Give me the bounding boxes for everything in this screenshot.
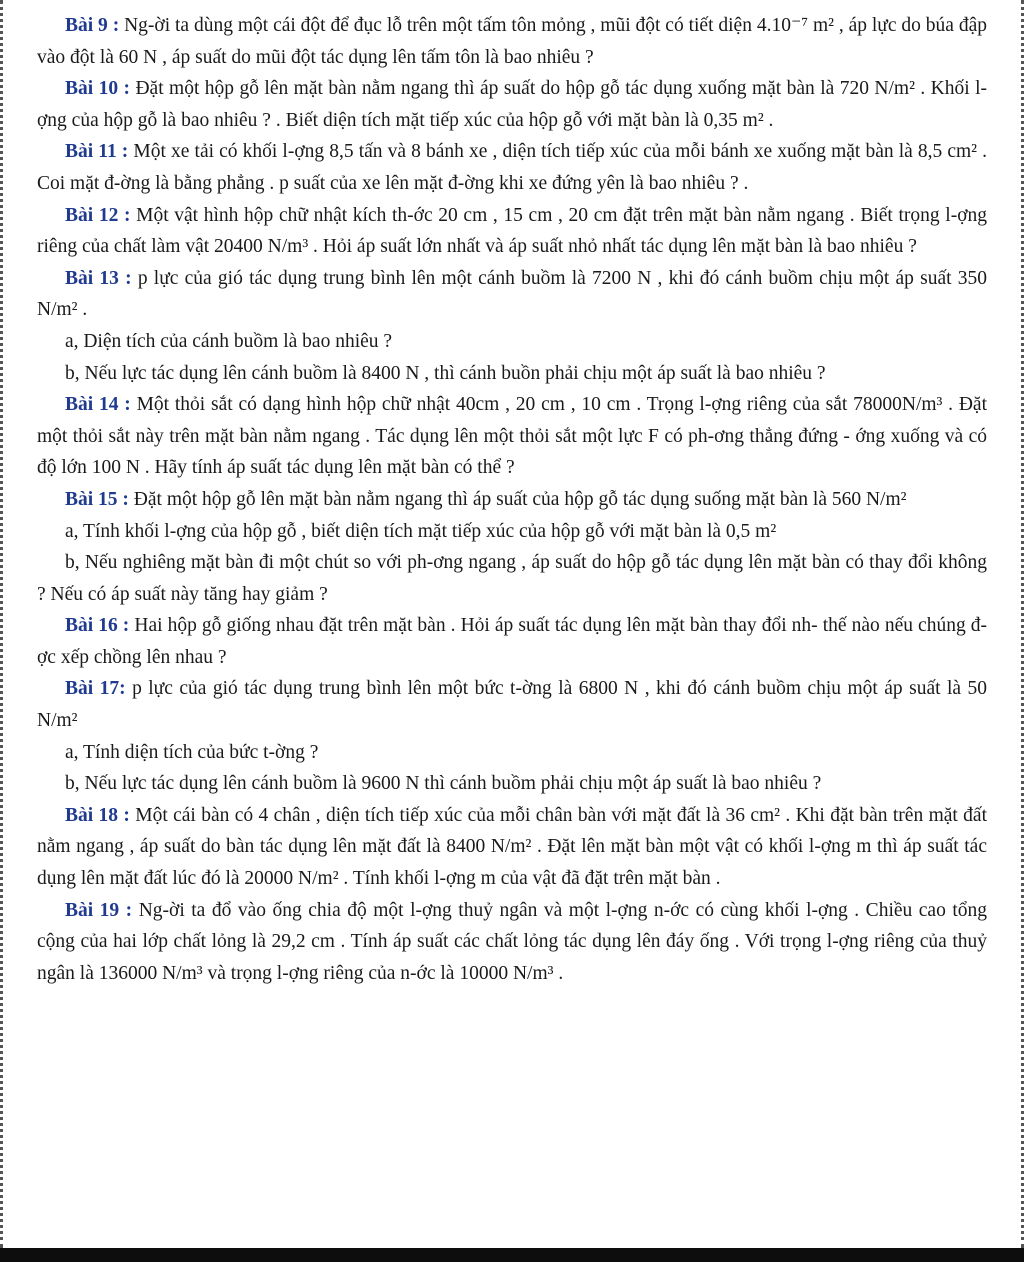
- problem-11-label: Bài 11 :: [65, 141, 129, 163]
- problem-9-text: Ng-ời ta dùng một cái đột để đục lỗ trên một tấm tôn mỏng , mũi đột có tiết diện 4.10⁻⁷ m² , áp lực do búa đập vào đột là 60 N , áp suất do mũi đột tác dụng lên tấm tôn là bao nhiêu ?: [37, 15, 987, 68]
- problem-18: [37, 800, 987, 895]
- problem-13-paragraph: [37, 263, 987, 326]
- problem-14-label: Bài 14 :: [65, 394, 131, 416]
- problem-9: [37, 10, 987, 73]
- problem-19-text: Ng-ời ta đổ vào ống chia độ một l-ợng thuỷ ngân và một l-ợng n-ớc có cùng khối l-ợng . Chiều cao tổng cộng của hai lớp chất lỏng là 29,2 cm . Tính áp suất các chất lỏng tác dụng lên đáy ống . Với trọng l-ợng riêng của thuỷ ngân là 136000 N/m³ và trọng l-ợng riêng của n-ớc là 10000 N/m³ .: [37, 899, 988, 984]
- problem-11-paragraph: [37, 136, 987, 199]
- problem-13-label: Bài 13 :: [65, 267, 132, 289]
- problem-9-label: Bài 9 :: [65, 15, 120, 36]
- problem-16-text: Hai hộp gỗ giống nhau đặt trên mặt bàn . Hỏi áp suất tác dụng lên mặt bàn thay đổi nh- thế nào nếu chúng đ-ợc xếp chồng lên nhau ?: [37, 615, 988, 668]
- problem-14-text: Một thỏi sắt có dạng hình hộp chữ nhật 40cm , 20 cm , 10 cm . Trọng l-ợng riêng của sắt 78000N/m³ . Đặt một thỏi sắt này trên mặt bàn nằm ngang . Tác dụng lên một thỏi sắt một lực F có ph-ơng thẳng đứng - ớng xuống và có độ lớn 100 N . Hãy tính áp suất tác dụng lên mặt bàn có thể ?: [37, 394, 987, 479]
- problem-17: [37, 673, 987, 799]
- problem-12-label: Bài 12 :: [65, 204, 131, 226]
- problem-19-label: Bài 19 :: [65, 899, 133, 921]
- problem-18-paragraph: [37, 800, 987, 895]
- problem-13: [37, 263, 987, 389]
- problem-15: [37, 484, 987, 610]
- problem-17-part-a: a, Tính diện tích của bức t-ờng ?: [65, 741, 319, 763]
- problem-9-paragraph: [37, 10, 987, 73]
- problem-16-paragraph: [37, 610, 987, 673]
- problem-15-part-b: b, Nếu nghiêng mặt bàn đi một chút so với ph-ơng ngang , áp suất do hộp gỗ tác dụng lên mặt bàn có thay đổi không ? Nếu có áp suất này tăng hay giảm ?: [37, 552, 987, 605]
- problem-18-text: Một cái bàn có 4 chân , diện tích tiếp xúc của mỗi chân bàn với mặt đất là 36 cm² . Khi đặt bàn trên mặt đất nằm ngang , áp suất do bàn tác dụng lên mặt đất là 8400 N/m² . Đặt lên mặt bàn một vật có khối l-ợng m thì áp suất tác dụng lên mặt đất lúc đó là 20000 N/m² . Tính khối l-ợng m của vật đã đặt trên mặt bàn .: [37, 804, 987, 890]
- problem-10-paragraph: [37, 73, 987, 136]
- problem-19: [37, 895, 987, 990]
- problem-14-paragraph: [37, 389, 987, 484]
- bottom-edge-bar: [0, 1248, 1024, 1262]
- problem-11-text: Một xe tải có khối l-ợng 8,5 tấn và 8 bánh xe , diện tích tiếp xúc của mỗi bánh xe xuống mặt bàn là 8,5 cm² . Coi mặt đ-ờng là bằng phẳng . p suất của xe lên mặt đ-ờng khi xe đứng yên là bao nhiêu ? .: [37, 141, 988, 194]
- problem-15-label: Bài 15 :: [65, 488, 129, 510]
- problem-19-paragraph: [37, 895, 987, 990]
- problem-15-text: Đặt một hộp gỗ lên mặt bàn nằm ngang thì áp suất của hộp gỗ tác dụng suống mặt bàn là 560 N/m²: [128, 488, 907, 510]
- problem-13-part-b: b, Nếu lực tác dụng lên cánh buồm là 8400 N , thì cánh buồn phải chịu một áp suất là bao nhiêu ?: [65, 362, 826, 384]
- problem-17-label: Bài 17:: [65, 678, 126, 700]
- problem-17-text: p lực của gió tác dụng trung bình lên một bức t-ờng là 6800 N , khi đó cánh buồm chịu một áp suất là 50 N/m²: [37, 678, 987, 732]
- problem-13-part-a: a, Diện tích của cánh buồm là bao nhiêu ?: [65, 330, 393, 352]
- problem-16-label: Bài 16 :: [65, 615, 130, 637]
- problem-12-text: Một vật hình hộp chữ nhật kích th-ớc 20 cm , 15 cm , 20 cm đặt trên mặt bàn nằm ngang . Biết trọng l-ợng riêng của chất làm vật 20400 N/m³ . Hỏi áp suất lớn nhất và áp suất nhỏ nhất tác dụng lên mặt bàn là bao nhiêu ?: [37, 204, 988, 258]
- problem-17-paragraph: [37, 673, 987, 736]
- problem-10-label: Bài 10 :: [65, 78, 131, 100]
- problem-15-part-a: a, Tính khối l-ợng của hộp gỗ , biết diện tích mặt tiếp xúc của hộp gỗ với mặt bàn là 0,5 m²: [65, 520, 777, 542]
- problem-16: [37, 610, 987, 673]
- problem-10-text: Đặt một hộp gỗ lên mặt bàn nằm ngang thì áp suất do hộp gỗ tác dụng xuống mặt bàn là 720 N/m² . Khối l-ợng của hộp gỗ là bao nhiêu ? . Biết diện tích mặt tiếp xúc của hộp gỗ với mặt bàn là 0,35 m² .: [37, 78, 987, 131]
- problem-11: [37, 136, 987, 199]
- problem-14: [37, 389, 987, 484]
- problem-12: [37, 200, 987, 263]
- problem-17-part-b: b, Nếu lực tác dụng lên cánh buồm là 9600 N thì cánh buồm phải chịu một áp suất là bao nhiêu ?: [65, 773, 822, 795]
- problem-18-label: Bài 18 :: [65, 804, 130, 826]
- problem-15-paragraph: [37, 484, 987, 516]
- problem-12-paragraph: [37, 200, 987, 263]
- problem-13-text: p lực của gió tác dụng trung bình lên một cánh buồm là 7200 N , khi đó cánh buồm chịu một áp suất 350 N/m² .: [37, 267, 987, 321]
- problem-10: [37, 73, 987, 136]
